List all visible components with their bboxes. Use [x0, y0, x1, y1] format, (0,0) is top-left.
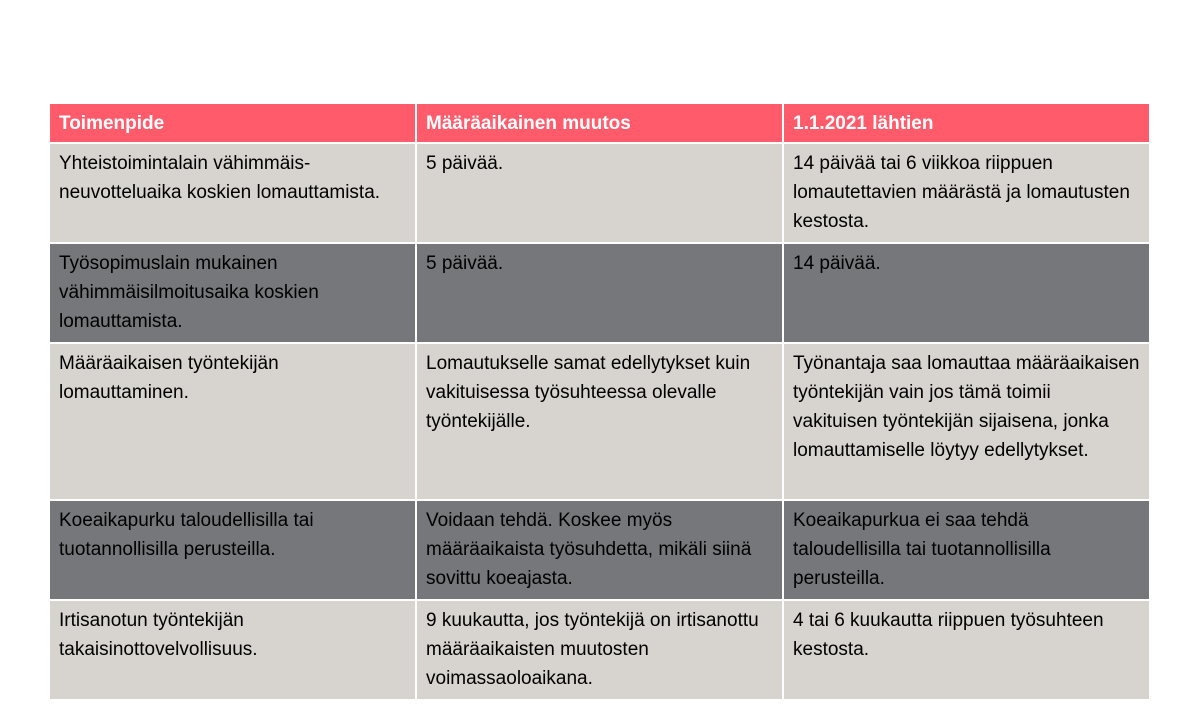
table-cell: Yhteistoimintalain vähimmäis-neuvotteluaika koskien lomauttamista.	[49, 143, 416, 243]
table-cell: 4 tai 6 kuukautta riippuen työsuhteen kestosta.	[783, 600, 1150, 700]
table-cell: Työnantaja saa lomauttaa määräaikaisen työntekijän vain jos tämä toimii vakituisen työntekijän sijaisena, jonka lomauttamiselle löytyy edellytykset.	[783, 343, 1150, 500]
table-cell: Työsopimuslain mukainen vähimmäisilmoitusaika koskien lomauttamista.	[49, 243, 416, 343]
table-cell: Määräaikaisen työntekijän lomauttaminen.	[49, 343, 416, 500]
table-cell: 5 päivää.	[416, 243, 783, 343]
table-row	[49, 500, 1150, 600]
table-cell: Irtisanotun työntekijän takaisinottovelvollisuus.	[49, 600, 416, 700]
table-header-row	[49, 103, 1150, 143]
table-row	[49, 600, 1150, 700]
table-cell: Koeaikapurkua ei saa tehdä taloudellisilla tai tuotannollisilla perusteilla.	[783, 500, 1150, 600]
header-maaraaikainen-muutos: Määräaikainen muutos	[416, 103, 783, 143]
table-cell: Koeaikapurku taloudellisilla tai tuotannollisilla perusteilla.	[49, 500, 416, 600]
table-row	[49, 143, 1150, 243]
table-cell: 5 päivää.	[416, 143, 783, 243]
table-cell: 14 päivää.	[783, 243, 1150, 343]
table-row	[49, 243, 1150, 343]
header-toimenpide: Toimenpide	[49, 103, 416, 143]
table-row	[49, 343, 1150, 500]
header-lahtien: 1.1.2021 lähtien	[783, 103, 1150, 143]
table-cell: 14 päivää tai 6 viikkoa riippuen lomautettavien määrästä ja lomautusten kestosta.	[783, 143, 1150, 243]
table-cell: 9 kuukautta, jos työntekijä on irtisanottu määräaikaisten muutosten voimassaoloaikana.	[416, 600, 783, 700]
comparison-table	[48, 102, 1151, 701]
table-cell: Lomautukselle samat edellytykset kuin vakituisessa työsuhteessa olevalle työntekijälle.	[416, 343, 783, 500]
table-cell: Voidaan tehdä. Koskee myös määräaikaista työsuhdetta, mikäli siinä sovittu koeajasta.	[416, 500, 783, 600]
